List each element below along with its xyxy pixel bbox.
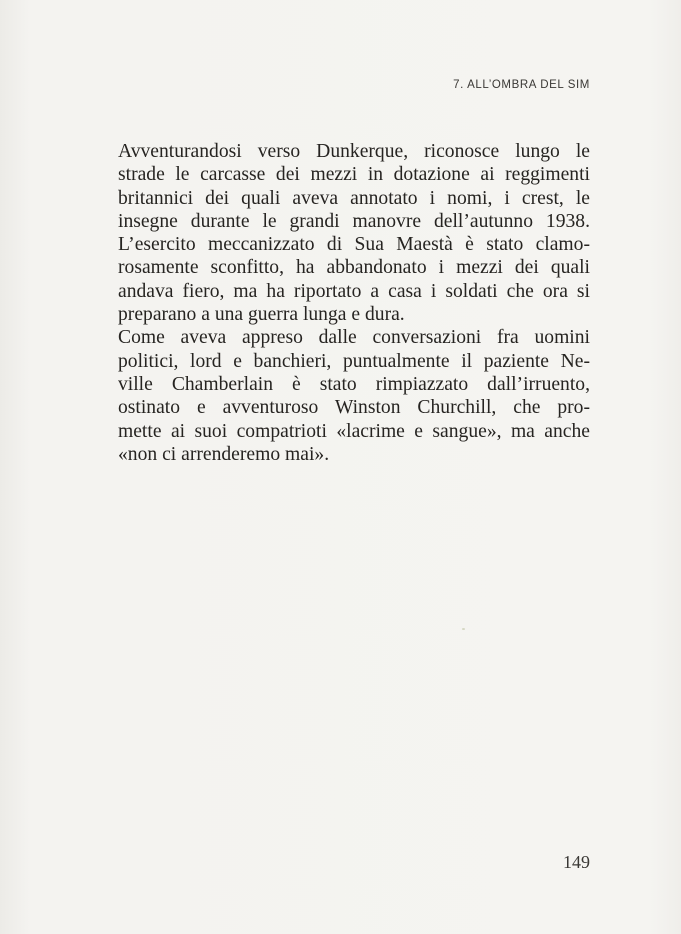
text-line: preparano a una guerra lunga e dura. [118, 304, 405, 326]
paper-speck [462, 628, 465, 630]
text-line: rosamente sconfitto, ha abbandonato i mezzi dei quali [118, 257, 590, 279]
text-line: strade le carcasse dei mezzi in dotazione ai reggimenti [118, 164, 590, 186]
text-line: mette ai suoi compatrioti «lacrime e sangue», ma anche [118, 420, 590, 442]
text-line: L’esercito meccanizzato di Sua Maestà è stato clamo- [118, 234, 590, 256]
text-line: andava fiero, ma ha riportato a casa i soldati che ora si [118, 280, 590, 302]
text-line: ville Chamberlain è stato rimpiazzato dall’irruento, [118, 373, 590, 395]
text-line: Avventurandosi verso Dunkerque, riconosce lungo le [118, 141, 590, 162]
page-number: 149 [563, 852, 590, 872]
text-line: politici, lord e banchieri, puntualmente il paziente Ne- [118, 350, 590, 372]
text-line: britannici dei quali aveva annotato i nomi, i crest, le [118, 187, 590, 209]
text-line: insegne durante le grandi manovre dell’autunno 1938. [118, 210, 590, 232]
text-line: Come aveva appreso dalle conversazioni fra uomini [118, 327, 590, 349]
text-line: «non ci arrenderemo mai». [118, 443, 330, 465]
body-text [118, 140, 590, 466]
running-header: 7. ALL’OMBRA DEL SIM [453, 79, 590, 91]
text-line: ostinato e avventuroso Winston Churchill, che pro- [118, 397, 590, 419]
